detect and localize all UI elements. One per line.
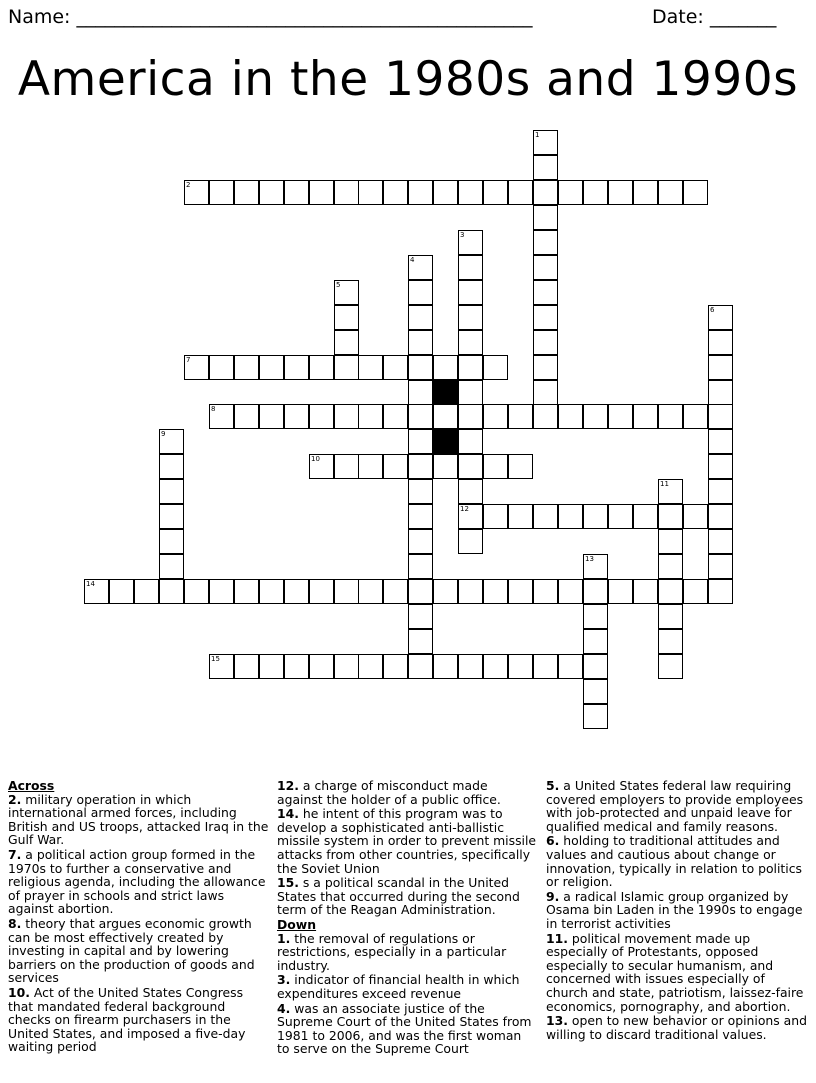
grid-cell[interactable] bbox=[483, 579, 508, 604]
grid-cell[interactable] bbox=[683, 180, 708, 205]
clue-number: 12 bbox=[460, 505, 469, 513]
grid-cell[interactable] bbox=[458, 454, 483, 479]
grid-cell[interactable] bbox=[483, 180, 508, 205]
grid-cell[interactable] bbox=[159, 579, 184, 604]
clue-number: 7 bbox=[186, 356, 191, 364]
grid-cell[interactable] bbox=[259, 579, 284, 604]
grid-cell[interactable] bbox=[383, 180, 408, 205]
grid-cell[interactable] bbox=[533, 404, 558, 429]
grid-cell[interactable] bbox=[533, 330, 558, 355]
clue-down-6: 6. holding to traditional attitudes and values and cautious about change or innovation, typically in relation to politics or religion. bbox=[546, 833, 802, 890]
grid-cell[interactable] bbox=[633, 180, 658, 205]
clues-column-3 bbox=[546, 779, 808, 1042]
grid-cell[interactable] bbox=[508, 404, 533, 429]
grid-cell[interactable] bbox=[533, 255, 558, 280]
grid-cell[interactable] bbox=[334, 280, 359, 305]
grid-cell[interactable] bbox=[433, 579, 458, 604]
grid-cell[interactable] bbox=[159, 554, 184, 579]
grid-cell[interactable] bbox=[708, 529, 733, 554]
grid-cell[interactable] bbox=[658, 529, 683, 554]
clue-number: 10 bbox=[311, 455, 320, 463]
grid-cell[interactable] bbox=[284, 355, 309, 380]
grid-cell[interactable] bbox=[658, 180, 683, 205]
clue-across-12: 12. a charge of misconduct made against the holder of a public office. bbox=[277, 778, 501, 807]
grid-cell[interactable] bbox=[408, 579, 433, 604]
grid-cell[interactable] bbox=[408, 305, 433, 330]
grid-cell[interactable] bbox=[458, 380, 483, 405]
grid-cell[interactable] bbox=[433, 654, 458, 679]
grid-cell[interactable] bbox=[458, 305, 483, 330]
clues-column-2 bbox=[277, 779, 537, 1057]
grid-cell[interactable] bbox=[708, 429, 733, 454]
grid-cell[interactable] bbox=[458, 529, 483, 554]
grid-cell[interactable] bbox=[558, 404, 583, 429]
grid-cell[interactable] bbox=[408, 529, 433, 554]
grid-cell[interactable] bbox=[408, 454, 433, 479]
grid-cell[interactable] bbox=[633, 404, 658, 429]
grid-cell[interactable] bbox=[508, 654, 533, 679]
grid-cell[interactable] bbox=[334, 305, 359, 330]
grid-cell[interactable] bbox=[558, 180, 583, 205]
grid-cell[interactable] bbox=[408, 255, 433, 280]
grid-cell[interactable] bbox=[483, 654, 508, 679]
grid-cell[interactable] bbox=[708, 330, 733, 355]
grid-cell[interactable] bbox=[234, 180, 259, 205]
across-heading: Across bbox=[8, 778, 55, 793]
grid-cell[interactable] bbox=[583, 554, 608, 579]
grid-cell[interactable] bbox=[209, 180, 234, 205]
grid-cell[interactable] bbox=[433, 180, 458, 205]
grid-cell[interactable] bbox=[184, 579, 209, 604]
grid-cell[interactable] bbox=[458, 255, 483, 280]
grid-cell[interactable] bbox=[483, 355, 508, 380]
clues-column-1 bbox=[8, 779, 270, 1055]
grid-cell[interactable] bbox=[408, 380, 433, 405]
grid-cell[interactable] bbox=[408, 280, 433, 305]
grid-cell[interactable] bbox=[683, 404, 708, 429]
grid-cell[interactable] bbox=[358, 404, 383, 429]
grid-cell[interactable] bbox=[658, 629, 683, 654]
grid-cell[interactable] bbox=[708, 404, 733, 429]
grid-cell[interactable] bbox=[383, 404, 408, 429]
grid-cell[interactable] bbox=[608, 404, 633, 429]
grid-cell[interactable] bbox=[334, 355, 359, 380]
clue-down-11: 11. political movement made up especially of Protestants, opposed especially to secular humanism, and concerned with issues especially of church and state, patriotism, laissez-faire economics, pornography, and abortion. bbox=[546, 930, 804, 1014]
clue-number: 6 bbox=[710, 306, 715, 314]
grid-cell[interactable] bbox=[533, 230, 558, 255]
grid-cell[interactable] bbox=[558, 654, 583, 679]
grid-cell[interactable] bbox=[583, 180, 608, 205]
grid-cell[interactable] bbox=[458, 654, 483, 679]
grid-cell[interactable] bbox=[209, 579, 234, 604]
grid-cell[interactable] bbox=[408, 629, 433, 654]
grid-cell[interactable] bbox=[708, 554, 733, 579]
grid-cell[interactable] bbox=[358, 654, 383, 679]
grid-cell[interactable] bbox=[234, 579, 259, 604]
grid-cell[interactable] bbox=[408, 355, 433, 380]
grid-cell[interactable] bbox=[658, 554, 683, 579]
grid-cell[interactable] bbox=[209, 654, 234, 679]
grid-cell[interactable] bbox=[234, 355, 259, 380]
grid-cell[interactable] bbox=[309, 180, 334, 205]
grid-cell[interactable] bbox=[483, 454, 508, 479]
grid-cell[interactable] bbox=[383, 579, 408, 604]
grid-cell[interactable] bbox=[533, 155, 558, 180]
grid-cell[interactable] bbox=[658, 404, 683, 429]
grid-cell[interactable] bbox=[408, 604, 433, 629]
grid-cell[interactable] bbox=[234, 654, 259, 679]
clue-number: 3 bbox=[460, 231, 465, 239]
grid-cell[interactable] bbox=[533, 355, 558, 380]
grid-cell[interactable] bbox=[309, 404, 334, 429]
grid-cell[interactable] bbox=[708, 454, 733, 479]
grid-cell[interactable] bbox=[134, 579, 159, 604]
grid-cell[interactable] bbox=[284, 579, 309, 604]
grid-cell[interactable] bbox=[334, 654, 359, 679]
grid-cell[interactable] bbox=[159, 479, 184, 504]
clue-number: 13 bbox=[585, 555, 594, 563]
grid-cell[interactable] bbox=[458, 230, 483, 255]
grid-cell[interactable] bbox=[708, 380, 733, 405]
grid-cell[interactable] bbox=[309, 454, 334, 479]
grid-cell[interactable] bbox=[433, 454, 458, 479]
grid-cell[interactable] bbox=[259, 355, 284, 380]
clue-number: 15 bbox=[211, 655, 220, 663]
grid-cell[interactable] bbox=[334, 330, 359, 355]
clue-across-7: 7. a political action group formed in the 1970s to further a conservative and religious agenda, including the allowance of prayer in schools and strict laws against abortion. bbox=[8, 846, 266, 917]
grid-cell[interactable] bbox=[309, 579, 334, 604]
grid-cell[interactable] bbox=[109, 579, 134, 604]
grid-cell[interactable] bbox=[608, 504, 633, 529]
grid-cell[interactable] bbox=[284, 654, 309, 679]
clue-number: 1 bbox=[535, 131, 540, 139]
grid-cell[interactable] bbox=[658, 654, 683, 679]
grid-cell[interactable] bbox=[408, 479, 433, 504]
grid-cell[interactable] bbox=[408, 554, 433, 579]
grid-cell[interactable] bbox=[558, 579, 583, 604]
grid-cell[interactable] bbox=[583, 704, 608, 729]
grid-cell[interactable] bbox=[633, 579, 658, 604]
grid-cell[interactable] bbox=[383, 454, 408, 479]
grid-cell[interactable] bbox=[483, 504, 508, 529]
clue-number: 4 bbox=[410, 256, 415, 264]
clue-across-15: 15. s a political scandal in the United States that occurred during the second term of the Reagan Administration. bbox=[277, 875, 520, 918]
grid-cell[interactable] bbox=[234, 404, 259, 429]
clue-across-2: 2. military operation in which international armed forces, including British and US troops, attacked Iraq in the Gulf War. bbox=[8, 791, 269, 848]
clue-number: 8 bbox=[211, 405, 216, 413]
grid-cell[interactable] bbox=[334, 404, 359, 429]
grid-cell[interactable] bbox=[259, 180, 284, 205]
down-heading: Down bbox=[277, 916, 317, 932]
grid-cell[interactable] bbox=[334, 180, 359, 205]
grid-cell[interactable] bbox=[458, 504, 483, 529]
grid-cell[interactable] bbox=[408, 429, 433, 454]
grid-cell[interactable] bbox=[159, 504, 184, 529]
grid-cell[interactable] bbox=[458, 180, 483, 205]
grid-cell[interactable] bbox=[358, 355, 383, 380]
grid-cell[interactable] bbox=[533, 504, 558, 529]
grid-cell[interactable] bbox=[508, 180, 533, 205]
grid-cell[interactable] bbox=[508, 579, 533, 604]
grid-cell[interactable] bbox=[583, 604, 608, 629]
grid-cell[interactable] bbox=[533, 180, 558, 205]
grid-cell[interactable] bbox=[408, 180, 433, 205]
grid-cell[interactable] bbox=[533, 380, 558, 405]
clue-down-1: 1. the removal of regulations or restrictions, especially in a particular industry. bbox=[277, 930, 507, 973]
grid-cell[interactable] bbox=[458, 579, 483, 604]
grid-cell[interactable] bbox=[683, 579, 708, 604]
grid-cell[interactable] bbox=[334, 454, 359, 479]
grid-cell[interactable] bbox=[358, 180, 383, 205]
grid-cell[interactable] bbox=[284, 180, 309, 205]
grid-cell[interactable] bbox=[334, 579, 359, 604]
grid-cell[interactable] bbox=[533, 579, 558, 604]
grid-cell[interactable] bbox=[583, 404, 608, 429]
grid-cell[interactable] bbox=[159, 529, 184, 554]
grid-cell[interactable] bbox=[708, 504, 733, 529]
clue-across-14: 14. he intent of this program was to develop a sophisticated anti-ballistic missile system in order to prevent missile attacks from other countries, specifically the Soviet Union bbox=[277, 806, 537, 876]
grid-cell[interactable] bbox=[583, 679, 608, 704]
grid-cell[interactable] bbox=[309, 654, 334, 679]
clue-number: 2 bbox=[186, 181, 191, 189]
grid-cell[interactable] bbox=[383, 355, 408, 380]
grid-cell[interactable] bbox=[184, 355, 209, 380]
page-title: America in the 1980s and 1990s bbox=[17, 52, 799, 107]
clue-across-10: 10. Act of the United States Congress that mandated federal background checks on firearm purchasers in the United States, and imposed a five-day waiting period bbox=[8, 984, 246, 1055]
grid-cell[interactable] bbox=[159, 429, 184, 454]
grid-cell[interactable] bbox=[458, 355, 483, 380]
grid-cell[interactable] bbox=[259, 654, 284, 679]
grid-cell[interactable] bbox=[533, 305, 558, 330]
grid-cell[interactable] bbox=[458, 330, 483, 355]
grid-cell[interactable] bbox=[533, 205, 558, 230]
grid-cell[interactable] bbox=[408, 330, 433, 355]
grid-cell[interactable] bbox=[209, 404, 234, 429]
grid-cell[interactable] bbox=[533, 130, 558, 155]
grid-cell[interactable] bbox=[408, 654, 433, 679]
grid-cell[interactable] bbox=[658, 504, 683, 529]
grid-cell[interactable] bbox=[358, 454, 383, 479]
grid-cell[interactable] bbox=[458, 479, 483, 504]
grid-cell[interactable] bbox=[608, 579, 633, 604]
grid-cell[interactable] bbox=[383, 654, 408, 679]
grid-cell[interactable] bbox=[583, 629, 608, 654]
grid-cell[interactable] bbox=[583, 654, 608, 679]
clue-number: 14 bbox=[86, 580, 95, 588]
grid-cell[interactable] bbox=[508, 504, 533, 529]
grid-cell[interactable] bbox=[533, 280, 558, 305]
grid-cell[interactable] bbox=[209, 355, 234, 380]
grid-cell[interactable] bbox=[433, 355, 458, 380]
clue-down-5: 5. a United States federal law requiring covered employers to provide employees with job-protected and unpaid leave for qualified medical and family reasons. bbox=[546, 778, 804, 834]
grid-cell[interactable] bbox=[708, 479, 733, 504]
grid-cell[interactable] bbox=[558, 504, 583, 529]
clue-number: 9 bbox=[161, 430, 166, 438]
clue-down-13: 13. open to new behavior or opinions and willing to discard traditional values. bbox=[546, 1013, 807, 1042]
grid-cell[interactable] bbox=[408, 504, 433, 529]
grid-cell[interactable] bbox=[708, 355, 733, 380]
clue-number: 11 bbox=[660, 480, 669, 488]
grid-cell[interactable] bbox=[483, 404, 508, 429]
grid-cell[interactable] bbox=[458, 429, 483, 454]
grid-cell[interactable] bbox=[184, 180, 209, 205]
grid-cell[interactable] bbox=[458, 280, 483, 305]
grid-cell[interactable] bbox=[608, 180, 633, 205]
grid-cell[interactable] bbox=[433, 404, 458, 429]
grid-cell[interactable] bbox=[408, 404, 433, 429]
grid-cell[interactable] bbox=[259, 404, 284, 429]
grid-cell[interactable] bbox=[458, 404, 483, 429]
grid-cell[interactable] bbox=[658, 579, 683, 604]
date-field-label: Date: _______ bbox=[652, 6, 777, 28]
grid-cell[interactable] bbox=[583, 504, 608, 529]
clue-down-3: 3. indicator of financial health in which expenditures exceed revenue bbox=[277, 972, 520, 1001]
grid-cell[interactable] bbox=[358, 579, 383, 604]
grid-cell[interactable] bbox=[159, 454, 184, 479]
grid-cell[interactable] bbox=[683, 504, 708, 529]
grid-cell[interactable] bbox=[309, 355, 334, 380]
clue-down-9: 9. a radical Islamic group organized by Osama bin Laden in the 1990s to engage in terrorist activities bbox=[546, 888, 803, 931]
grid-block bbox=[433, 380, 458, 405]
grid-cell[interactable] bbox=[658, 479, 683, 504]
name-field-label: Name: ________________________________________________ bbox=[8, 6, 533, 28]
grid-block bbox=[433, 429, 458, 454]
clue-number: 5 bbox=[336, 281, 341, 289]
clue-down-4: 4. was an associate justice of the Supreme Court of the United States from 1981 to 2006, and was the first woman to serve on the Supreme Court bbox=[277, 1000, 532, 1057]
grid-cell[interactable] bbox=[633, 504, 658, 529]
grid-cell[interactable] bbox=[284, 404, 309, 429]
grid-cell[interactable] bbox=[708, 579, 733, 604]
grid-cell[interactable] bbox=[508, 454, 533, 479]
grid-cell[interactable] bbox=[708, 305, 733, 330]
grid-cell[interactable] bbox=[533, 654, 558, 679]
clue-across-8: 8. theory that argues economic growth can be most effectively created by investing in capital and by lowering barriers on the production of goods and services bbox=[8, 915, 255, 986]
grid-cell[interactable] bbox=[84, 579, 109, 604]
grid-cell[interactable] bbox=[583, 579, 608, 604]
grid-cell[interactable] bbox=[658, 604, 683, 629]
